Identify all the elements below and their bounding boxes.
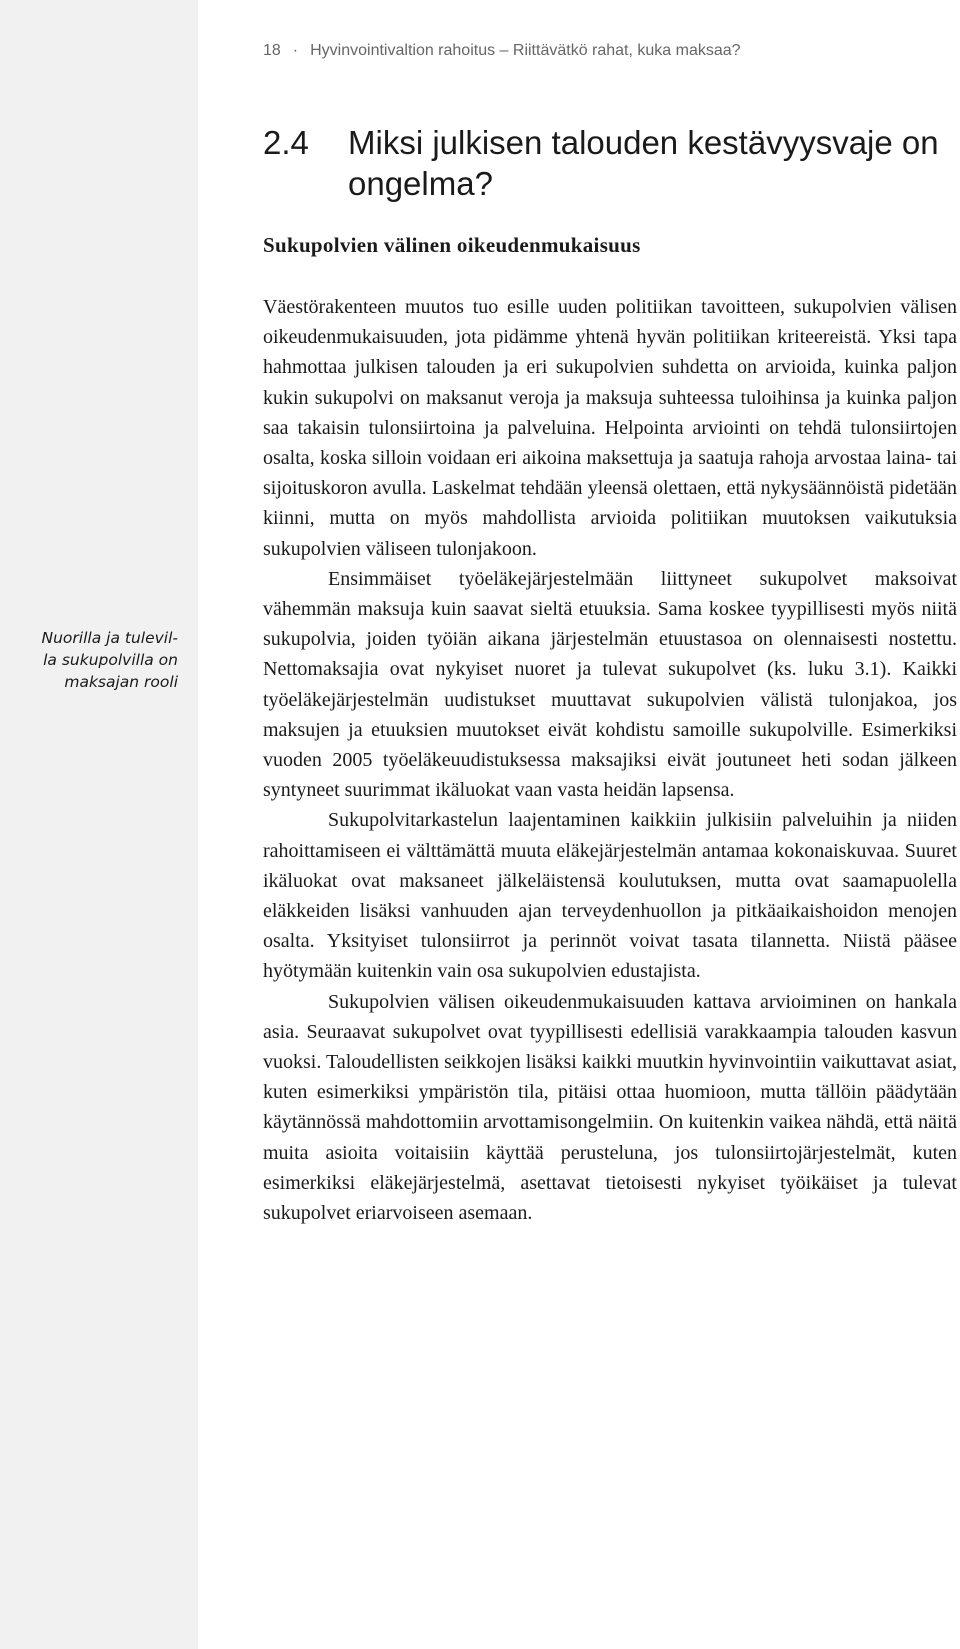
section-number: 2.4 (263, 124, 309, 161)
section-title: Miksi julkisen talouden kestävyysvaje on ongelma? (348, 124, 939, 202)
page-number: 18 (263, 42, 281, 59)
paragraph: Sukupolvien välisen oikeudenmukaisuuden kattava arvioiminen on hankala asia. Seuraavat sukupolvet ovat tyypillisesti edellisiä varakkaampia talouden kasvun vuoksi. Taloudellisten seikkojen lisäksi kaikki muutkin hyvinvointiin vaikuttavat asiat, kuten esimerkiksi ympäristön tila, pitäisi ottaa huomioon, mutta tällöin päädytään käytännössä mahdottomiin arvottamisongelmiin. On kuitenkin vaikea nähdä, että näitä muita asioita voitaisiin käyttää perusteluna, jos tulonsiirtojärjestelmät, kuten esimerkiksi eläkejärjestelmä, asettavat tietoisesti nykyiset työikäiset ja tulevat sukupolvet eriarvoiseen asemaan. (263, 990, 957, 1225)
paragraph: Sukupolvitarkastelun laajentaminen kaikkiin julkisiin palveluihin ja niiden rahoittamiseen ei välttämättä muuta eläkejärjestelmän antamaa kokonaiskuvaa. Suuret ikäluokat ovat maksaneet jälkeläistensä koulutuksen, mutta ovat saamapuolella eläkkeiden lisäksi vanhuuden ajan terveydenhuollon ja pitkäaikaishoidon menojen osalta. Yksityiset tulonsiirrot ja perinnöt voivat tasata tilannetta. Niistä pääsee hyötymään kuitenkin vain osa sukupolvien edustajista. (263, 809, 957, 983)
body-text (263, 292, 957, 1228)
running-title: Hyvinvointivaltion rahoitus – Riittävätkö rahat, kuka maksaa? (310, 42, 741, 59)
paragraph: Ensimmäiset työeläkejärjestelmään liittyneet sukupolvet maksoivat vähemmän maksuja kuin saavat sieltä etuuksia. Sama koskee tyypillisesti myös niitä sukupolvia, joiden työiän aikana järjestelmän etuustasoa on olennaisesti nostettu. Nettomaksajia ovat nykyiset nuoret ja tulevat sukupolvet (ks. luku 3.1). Kaikki työeläkejärjestelmän uudistukset muuttavat sukupolvien välistä tulonjakoa, jos maksujen ja etuuksien muutokset eivät kohdistu samoille sukupolville. Esimerkiksi vuoden 2005 työeläkeuudistuksessa maksajiksi eivät joutuneet heti sodan jälkeen syntyneet suurimmat ikäluokat vaan vasta heidän lapsensa. (263, 567, 957, 802)
margin-note-line: la sukupolvilla on (43, 651, 178, 669)
subheading: Sukupolvien välinen oikeudenmukaisuus (263, 233, 641, 257)
margin-note-line: Nuorilla ja tulevil- (41, 629, 178, 647)
section-heading (263, 122, 943, 204)
margin-note (0, 627, 178, 693)
running-header (263, 42, 741, 60)
margin-column (0, 0, 198, 1649)
header-separator: · (292, 42, 299, 59)
paragraph: Väestörakenteen muutos tuo esille uuden politiikan tavoitteen, sukupolvien välisen oikeudenmukaisuuden, jota pidämme yhtenä hyvän politiikan kriteereistä. Yksi tapa hahmottaa julkisen talouden ja eri sukupolvien suhdetta on arvioida, kuinka paljon kukin sukupolvi on maksanut veroja ja maksuja suhteessa tuloihinsa ja kuinka paljon saa takaisin tulonsiirtoina ja palveluina. Helpointa arviointi on tehdä tulonsiirtojen osalta, koska silloin voidaan eri aikoina maksettuja ja saatuja rahoja arvostaa laina- tai sijoituskoron avulla. Laskelmat tehdään yleensä olettaen, että nykysäännöistä pidetään kiinni, mutta on myös mahdollista arvioida politiikan muutoksen vaikutuksia sukupolvien väliseen tulonjakoon. (263, 296, 957, 560)
margin-note-line: maksajan rooli (64, 673, 178, 691)
